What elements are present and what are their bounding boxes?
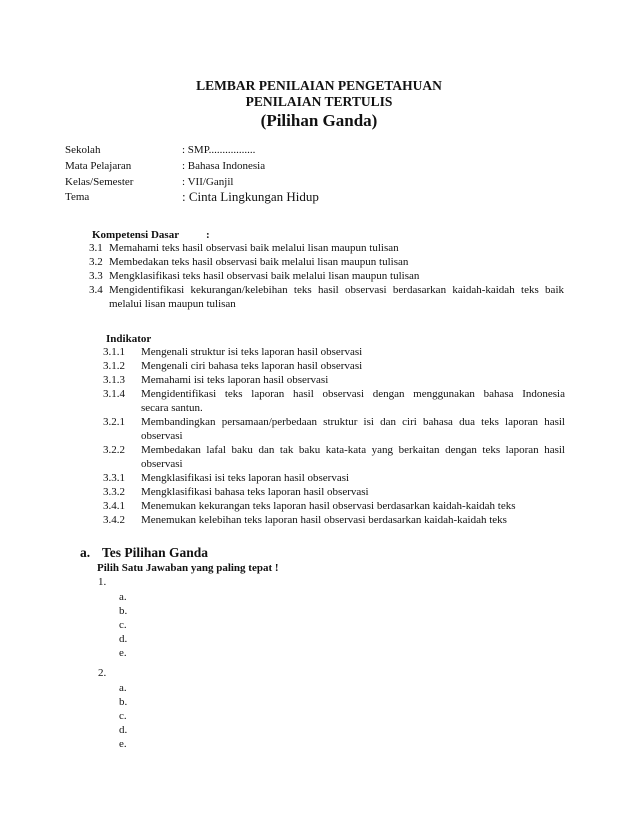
indikator-number: 3.1.2 — [103, 360, 125, 372]
indikator-heading: Indikator — [106, 333, 152, 345]
answer-option: a. — [119, 591, 127, 603]
answer-option: b. — [119, 696, 128, 708]
indikator-text: Mengenali struktur isi teks laporan hasil observasi — [141, 346, 363, 358]
answer-option: e. — [119, 647, 127, 659]
kompetensi-text: Mengidentifikasi kekurangan/kelebihan teks hasil observasi berdasarkan kaidah-kaidah teks baik — [109, 284, 564, 296]
indikator-text: Mengenali ciri bahasa teks laporan hasil observasi — [141, 360, 363, 372]
kompetensi-text: Membedakan teks hasil observasi baik melalui lisan maupun tulisan — [109, 256, 409, 268]
answer-option: a. — [119, 682, 127, 694]
indikator-number: 3.3.2 — [103, 486, 125, 498]
indikator-text: Menemukan kekurangan teks laporan hasil observasi berdasarkan kaidah-kaidah teks — [141, 500, 516, 512]
identity-value: : Cinta Lingkungan Hidup — [182, 189, 319, 204]
question-number: 1. — [98, 576, 107, 588]
indikator-number: 3.4.1 — [103, 500, 125, 512]
indikator-number: 3.2.2 — [103, 444, 125, 456]
kompetensi-text: Memahami teks hasil observasi baik melalui lisan maupun tulisan — [109, 242, 399, 254]
kompetensi-number: 3.4 — [89, 284, 103, 296]
answer-option: e. — [119, 738, 127, 750]
indikator-text-continued: observasi — [141, 430, 183, 442]
instruction-text: Pilih Satu Jawaban yang paling tepat ! — [97, 562, 279, 574]
kompetensi-number: 3.2 — [89, 256, 103, 268]
identity-value: : VII/Ganjil — [182, 176, 234, 188]
identity-label: Tema — [65, 191, 90, 203]
kompetensi-text: Mengklasifikasi teks hasil observasi baik melalui lisan maupun tulisan — [109, 270, 420, 282]
indikator-number: 3.4.2 — [103, 514, 125, 526]
kompetensi-text-continued: melalui lisan maupun tulisan — [109, 298, 236, 310]
answer-option: c. — [119, 710, 127, 722]
answer-option: c. — [119, 619, 127, 631]
indikator-number: 3.3.1 — [103, 472, 125, 484]
kompetensi-heading: Kompetensi Dasar — [92, 229, 180, 241]
kompetensi-number: 3.1 — [89, 242, 103, 254]
answer-option: b. — [119, 605, 128, 617]
indikator-text: Memahami isi teks laporan hasil observasi — [141, 374, 329, 386]
indikator-number: 3.1.4 — [103, 388, 125, 400]
indikator-text: Membandingkan persamaan/perbedaan struktur isi dan ciri bahasa dua teks laporan hasil — [141, 416, 565, 428]
section-title: Tes Pilihan Ganda — [102, 545, 209, 560]
identity-value: : Bahasa Indonesia — [182, 160, 266, 172]
identity-label: Sekolah — [65, 144, 101, 156]
question-number: 2. — [98, 667, 107, 679]
indikator-text: Mengklasifikasi isi teks laporan hasil observasi — [141, 472, 350, 484]
indikator-number: 3.1.3 — [103, 374, 125, 386]
indikator-text: Mengidentifikasi teks laporan hasil observasi dengan menggunakan bahasa Indonesia — [141, 388, 565, 400]
sheet-title-line2: PENILAIAN TERTULIS — [245, 94, 393, 109]
indikator-number: 3.1.1 — [103, 346, 125, 358]
identity-label: Mata Pelajaran — [65, 160, 132, 172]
indikator-text-continued: observasi — [141, 458, 183, 470]
sheet-title-line1: LEMBAR PENILAIAN PENGETAHUAN — [196, 78, 442, 93]
indikator-text: Mengklasifikasi bahasa teks laporan hasil observasi — [141, 486, 369, 498]
identity-value: : SMP................. — [182, 144, 256, 156]
sheet-title-line3: (Pilihan Ganda) — [260, 111, 378, 130]
indikator-text-continued: secara santun. — [141, 402, 203, 414]
answer-option: d. — [119, 724, 128, 736]
kompetensi-colon: : — [206, 229, 210, 241]
identity-label: Kelas/Semester — [65, 176, 134, 188]
section-label: a. — [80, 545, 91, 560]
indikator-text: Membedakan lafal baku dan tak baku kata-kata yang berkaitan dengan teks laporan hasil — [141, 444, 565, 456]
kompetensi-number: 3.3 — [89, 270, 103, 282]
indikator-number: 3.2.1 — [103, 416, 125, 428]
answer-option: d. — [119, 633, 128, 645]
indikator-text: Menemukan kelebihan teks laporan hasil observasi berdasarkan kaidah-kaidah teks — [141, 514, 507, 526]
